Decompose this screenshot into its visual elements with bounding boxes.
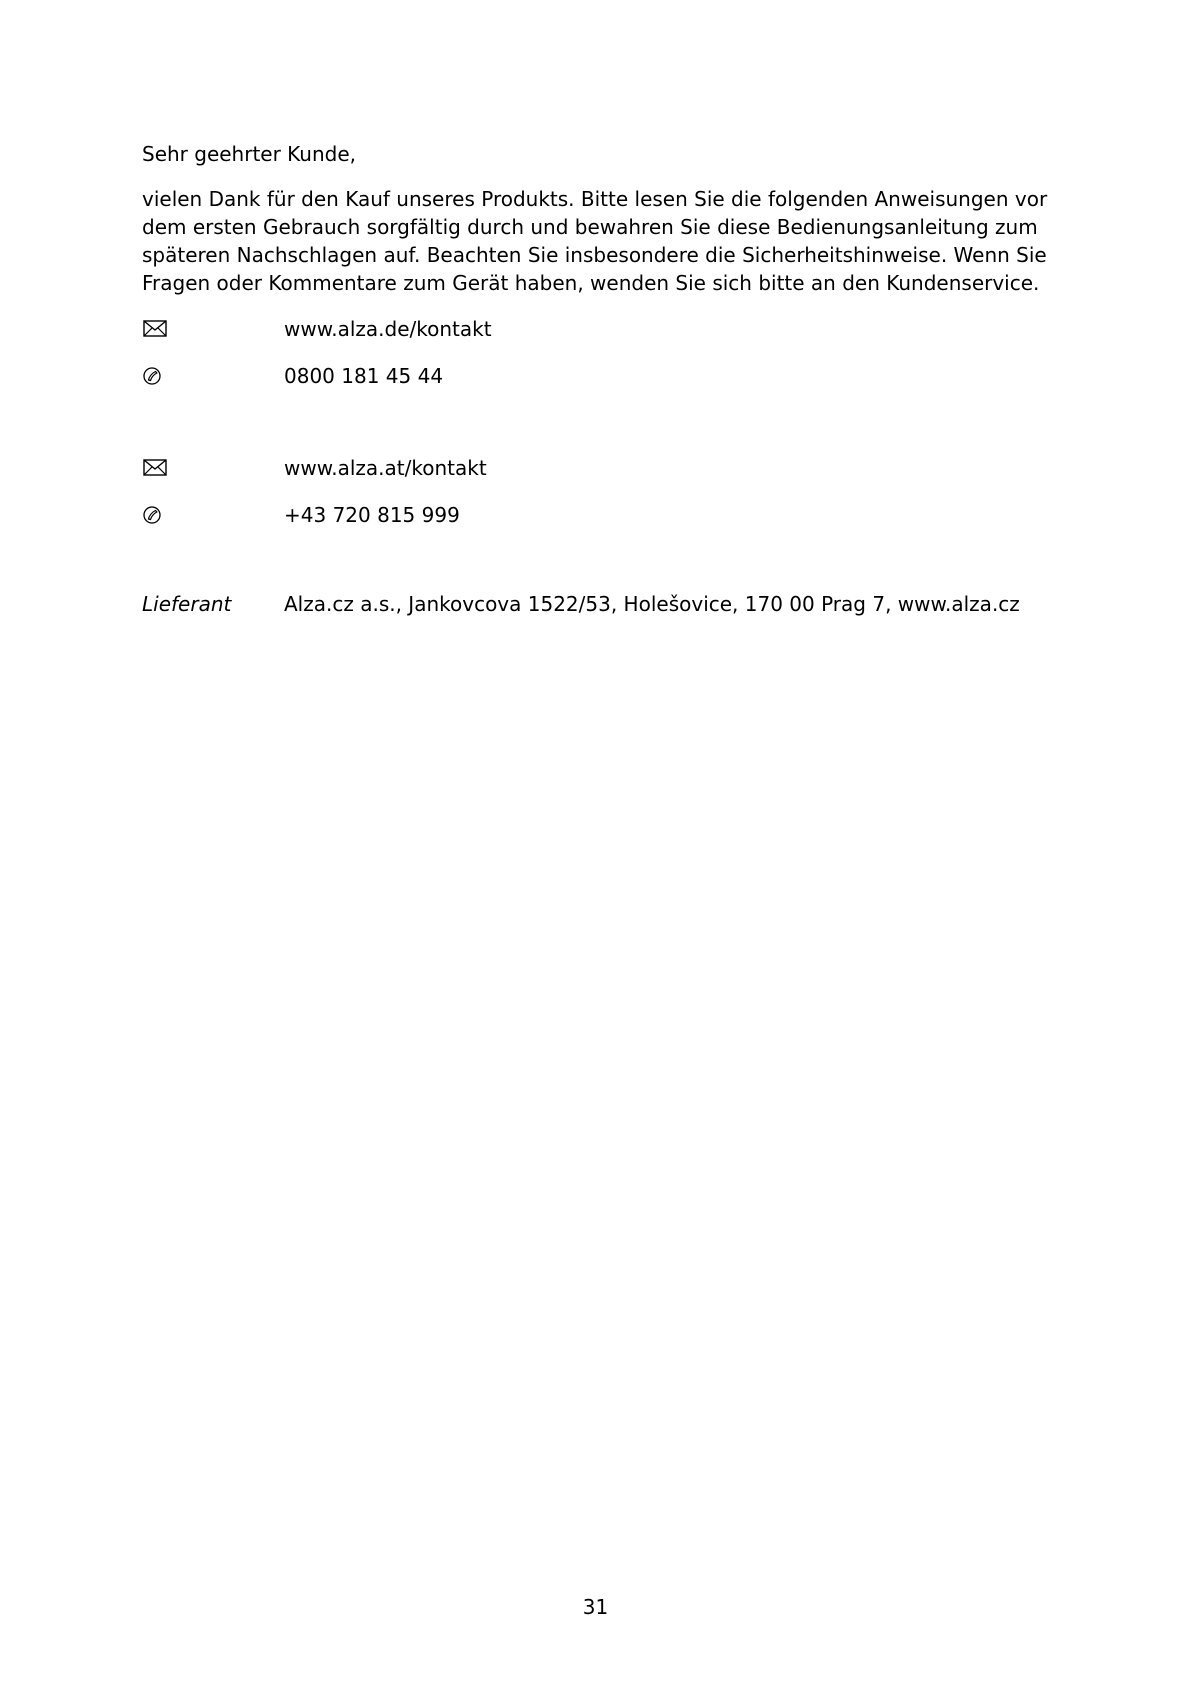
intro-paragraph (142, 185, 1062, 297)
intro-line: Fragen oder Kommentare zum Gerät haben, wenden Sie sich bitte an den Kundenservice. (142, 271, 1040, 295)
intro-line: dem ersten Gebrauch sorgfältig durch und bewahren Sie diese Bedienungsanleitung zum (142, 215, 1038, 239)
phone-number[interactable]: 0800 181 45 44 (284, 364, 444, 388)
web-contact-link[interactable]: www.alza.de/kontakt (284, 317, 492, 341)
supplier-address: Alza.cz a.s., Jankovcova 1522/53, Holešovice, 170 00 Prag 7, www.alza.cz (284, 592, 1020, 616)
contact-row-web-de (142, 315, 1062, 343)
phone-icon (142, 364, 170, 388)
envelope-icon (142, 456, 170, 480)
envelope-icon (142, 317, 170, 341)
phone-number[interactable]: +43 720 815 999 (284, 503, 460, 527)
intro-line: vielen Dank für den Kauf unseres Produkts. Bitte lesen Sie die folgenden Anweisungen vor (142, 187, 1048, 211)
intro-line: späteren Nachschlagen auf. Beachten Sie insbesondere die Sicherheitshinweise. Wenn Sie (142, 243, 1047, 267)
supplier-label: Lieferant (142, 592, 232, 616)
contact-row-web-at (142, 454, 1062, 482)
contact-row-phone-de (142, 362, 1062, 390)
greeting: Sehr geehrter Kunde, (142, 142, 357, 166)
web-contact-link[interactable]: www.alza.at/kontakt (284, 456, 487, 480)
contact-row-phone-at (142, 501, 1062, 529)
phone-icon (142, 503, 170, 527)
page-number: 31 (582, 1595, 609, 1619)
